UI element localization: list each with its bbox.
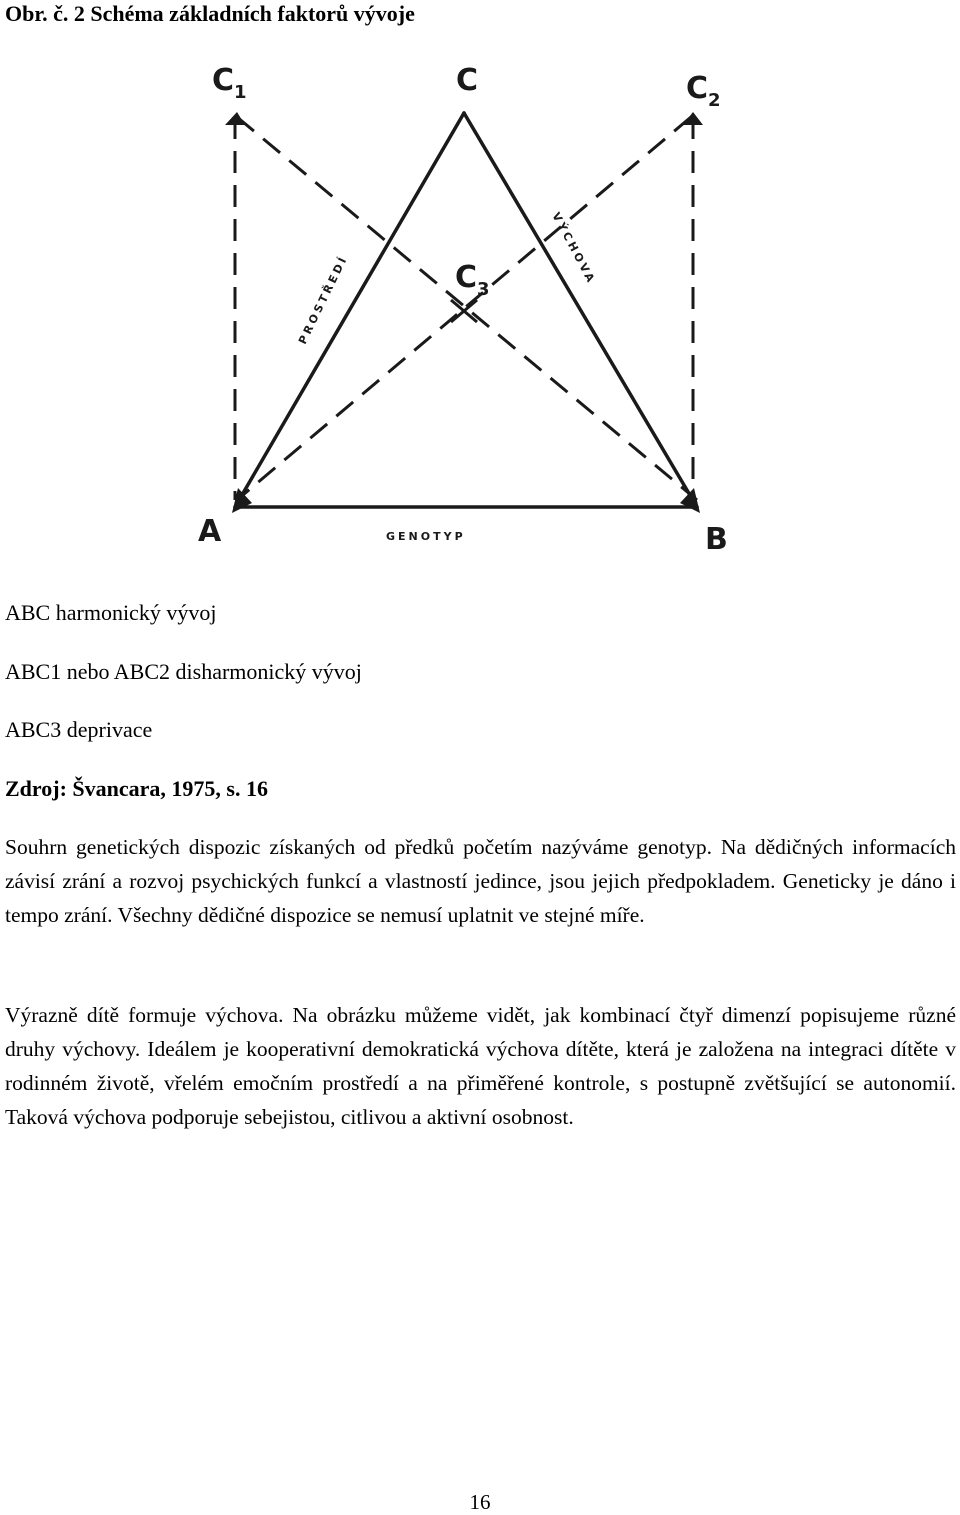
arrowhead-c1 [225, 112, 245, 125]
c3-cross-mark [451, 300, 477, 322]
legend-line-disharmonic: ABC1 nebo ABC2 disharmonický vývoj [5, 659, 362, 684]
page-number: 16 [469, 1490, 491, 1514]
development-factors-diagram [190, 55, 750, 575]
vertex-label-c1: $C_1$ [212, 63, 247, 103]
edge-label-environment: PROSTŘEDÍ [296, 252, 351, 347]
edge-label-genotype: GENOTYP [386, 530, 466, 543]
vertex-label-c: C [456, 63, 479, 98]
vertex-label-c3: $C_3$ [455, 260, 490, 300]
vertex-label-c2: $C_2$ [686, 71, 721, 111]
arrowhead-c2 [683, 112, 703, 125]
legend-line-harmonic: ABC harmonický vývoj [5, 600, 217, 625]
vertex-label-a: A [198, 514, 222, 549]
figure-source: Zdroj: Švancara, 1975, s. 16 [5, 776, 268, 801]
vertex-label-b: B [705, 522, 728, 557]
edge-ac-environment [235, 113, 464, 507]
edge-label-upbringing: VÝCHOVA [549, 210, 599, 287]
figure-caption: Obr. č. 2 Schéma základních faktorů vývoje [5, 1, 415, 26]
edge-bc-upbringing [464, 113, 697, 507]
paragraph-upbringing: Výrazně dítě formuje výchova. Na obrázku můžeme vidět, jak kombinací čtyř dimenzí popisujeme různé druhy výchovy. Ideálem je kooperativní demokratická výchova dítěte, která je založena na integraci dítěte v rodinném životě, vřelém emočním prostředí a na přiměřené kontrole, s postupně zvětšující se autonomií. Taková výchova podporuje sebejistou, citlivou a aktivní osobnost. [5, 1003, 956, 1129]
legend-line-deprivation: ABC3 deprivace [5, 717, 153, 742]
diagram-svg [190, 55, 750, 575]
paragraph-genotype: Souhrn genetických dispozic získaných od předků početím nazýváme genotyp. Na dědičných informacích závisí zrání a rozvoj psychických funkcí a vlastností jedince, jsou jejich předpokladem. Geneticky je dáno i tempo zrání. Všechny dědičné dispozice se nemusí uplatnit ve stejné míře. [5, 835, 956, 927]
